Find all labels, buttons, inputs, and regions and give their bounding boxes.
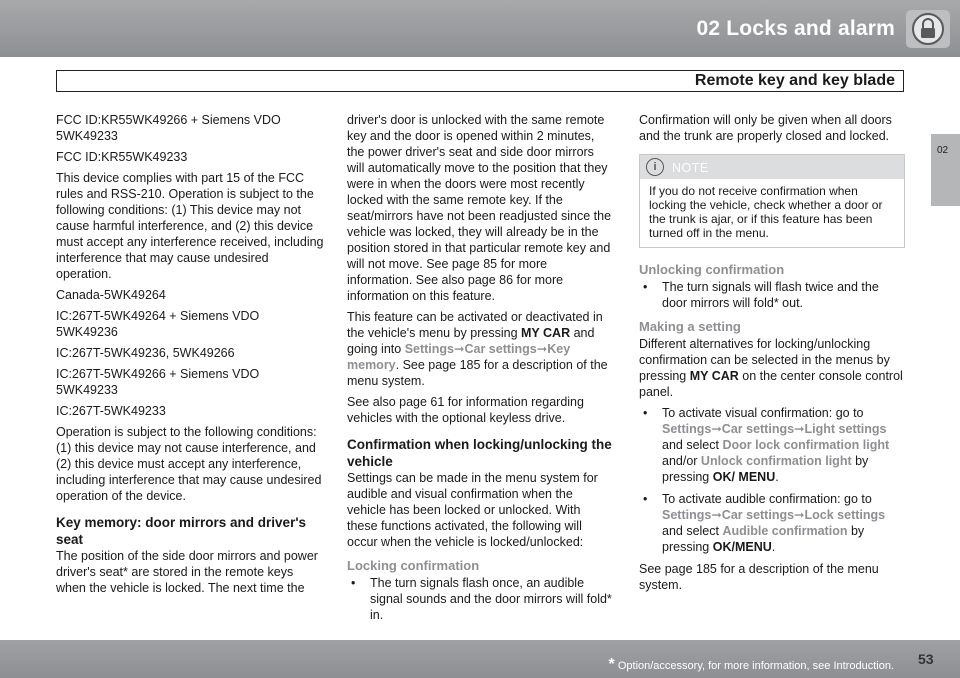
activate-feature-text [347, 309, 614, 389]
column-1 [56, 112, 324, 601]
note-header [640, 155, 904, 179]
heading-key-memory: Key memory: door mirrors and driver's seat [56, 515, 307, 547]
list-item: • The turn signals will flash twice and the door mirrors will fold* out. [639, 279, 905, 311]
page-number: 53 [918, 651, 934, 667]
info-icon: i [646, 158, 664, 176]
chapter-title: 02 Locks and alarm [696, 17, 895, 40]
footer-note-text: Option/accessory, for more information, see Introduction. [617, 660, 894, 672]
ic-id-3: IC:267T-5WK49266 + Siemens VDO 5WK49233 [56, 367, 260, 397]
menu-lock-settings: Lock settings [804, 508, 886, 522]
unlocking-list [639, 279, 905, 311]
text-run: on the center console control panel. [639, 369, 903, 399]
menu-audible-confirmation: Audible confirmation [722, 524, 848, 538]
text-run: and/or [662, 454, 701, 468]
menu-car-settings: Car settings [721, 508, 795, 522]
note-text: If you do not receive confirmation when locking the vehicle, check whether a door or the trunk is ajar, or if this feature has been turned off in the menu. [649, 184, 883, 240]
heading-confirmation: Confirmation when locking/unlocking the vehicle [347, 437, 612, 469]
text-run: by pressing [662, 524, 865, 554]
ok-menu-button-label: OK/ MENU [712, 470, 776, 484]
menu-car-settings: Car settings [721, 422, 795, 436]
ok-menu-button-label: OK/MENU [712, 540, 772, 554]
my-car-button-label: MY CAR [521, 326, 571, 340]
footer-note [609, 656, 894, 674]
menu-arrow-icon: ➞ [794, 508, 805, 522]
ic-id-1: IC:267T-5WK49264 + Siemens VDO 5WK49236 [56, 309, 260, 339]
ic-id-2: IC:267T-5WK49236, 5WK49266 [56, 346, 235, 360]
section-title-box [56, 70, 904, 92]
text-run: by pressing [662, 454, 869, 484]
text-run: This feature can be activated or deactivated in the vehicle's menu by pressing [347, 310, 603, 340]
padlock-icon [906, 10, 950, 48]
text-run: To activate audible confirmation: go to [662, 492, 872, 506]
menu-arrow-icon: ➞ [794, 422, 805, 436]
list-item-visual [639, 405, 905, 485]
keyless-drive-text: See also page 61 for information regarding vehicles with the optional keyless drive. [347, 395, 584, 425]
menu-car-settings: Car settings [464, 342, 537, 356]
text-run: and select [662, 438, 723, 452]
text-run: and select [662, 524, 723, 538]
menu-arrow-icon: ➞ [454, 342, 465, 356]
fcc-compliance-text: This device complies with part 15 of the FCC rules and RSS-210. Operation is subject to the following conditions: (1) This device may not cause harmful interference, and (2) this device must accept any interference received, including interference that may cause undesired operation. [56, 171, 324, 281]
footer-bar [0, 640, 960, 678]
menu-door-lock-confirmation: Door lock confirmation light [722, 438, 890, 452]
menu-arrow-icon: ➞ [711, 422, 722, 436]
text-run: . See page 185 for a description of the menu system. [347, 358, 608, 388]
footer-asterisk: * [608, 656, 615, 673]
text-run: Different alternatives for locking/unlocking confirmation can be selected in the menus by pressing [639, 337, 890, 383]
key-memory-text: The position of the side door mirrors and power driver's seat* are stored in the remote keys when the vehicle is locked. The next time the [56, 549, 318, 595]
menu-unlock-confirmation: Unlock confirmation light [700, 454, 852, 468]
subheading-unlocking-confirmation: Unlocking confirmation [639, 262, 785, 277]
ic-id-4: IC:267T-5WK49233 [56, 404, 166, 418]
my-car-button-label: MY CAR [689, 369, 739, 383]
settings-list [639, 405, 905, 555]
subheading-locking-confirmation: Locking confirmation [347, 558, 480, 573]
section-title: Remote key and key blade [694, 72, 895, 89]
menu-settings: Settings [404, 342, 454, 356]
chapter-header-bar [0, 0, 960, 57]
fcc-id-2: FCC ID:KR55WK49233 [56, 150, 188, 164]
key-memory-continued: driver's door is unlocked with the same remote key and the door is opened within 2 minutes, the power driver's seat and side door mirrors will automatically move to the position that they were in when the doors were most recently locked with the same remote key. If the seat/mirrors have not been readjusted since the vehicle was locked, they will already be in the position stored in that particular remote key and will not move. See page 85 for more information. See also page 86 for more information on this feature. [347, 113, 612, 303]
note-box [639, 154, 905, 248]
menu-key-memory: Key memory [347, 342, 571, 372]
fcc-id-1: FCC ID:KR55WK49266 + Siemens VDO 5WK49233 [56, 113, 281, 143]
menu-settings: Settings [662, 422, 712, 436]
chapter-side-tab [931, 134, 960, 206]
column-2 [347, 112, 614, 629]
menu-arrow-icon: ➞ [536, 342, 548, 356]
column-3 [639, 112, 905, 598]
text-run: . [775, 470, 779, 484]
menu-settings: Settings [662, 508, 712, 522]
making-setting-text [639, 336, 905, 400]
list-item: • The turn signals flash once, an audible signal sounds and the door mirrors will fold* in. [347, 575, 614, 623]
confirmation-condition-text: Confirmation will only be given when all doors and the trunk are properly closed and locked. [639, 113, 892, 143]
confirmation-text: Settings can be made in the menu system for audible and visual confirmation when the vehicle has been locked or unlocked. With these functions activated, the following will occur when the vehicle is locked/unlocked: [347, 471, 598, 549]
subheading-making-setting: Making a setting [639, 319, 741, 334]
locking-list [347, 575, 614, 623]
interference-text: Operation is subject to the following conditions: (1) this device may not cause interference, and (2) this device must accept any interference, including interference that may cause undesired operation of the device. [56, 425, 322, 503]
note-label: NOTE [672, 161, 709, 175]
list-item-audible [639, 491, 905, 555]
side-tab-label: 02 [937, 145, 949, 156]
menu-system-reference: See page 185 for a description of the menu system. [639, 562, 879, 592]
menu-light-settings: Light settings [804, 422, 887, 436]
text-run: . [771, 540, 776, 554]
canada-id: Canada-5WK49264 [56, 288, 166, 302]
text-run: and going into [347, 326, 595, 356]
text-run: To activate visual confirmation: go to [662, 406, 864, 420]
menu-arrow-icon: ➞ [711, 508, 722, 522]
